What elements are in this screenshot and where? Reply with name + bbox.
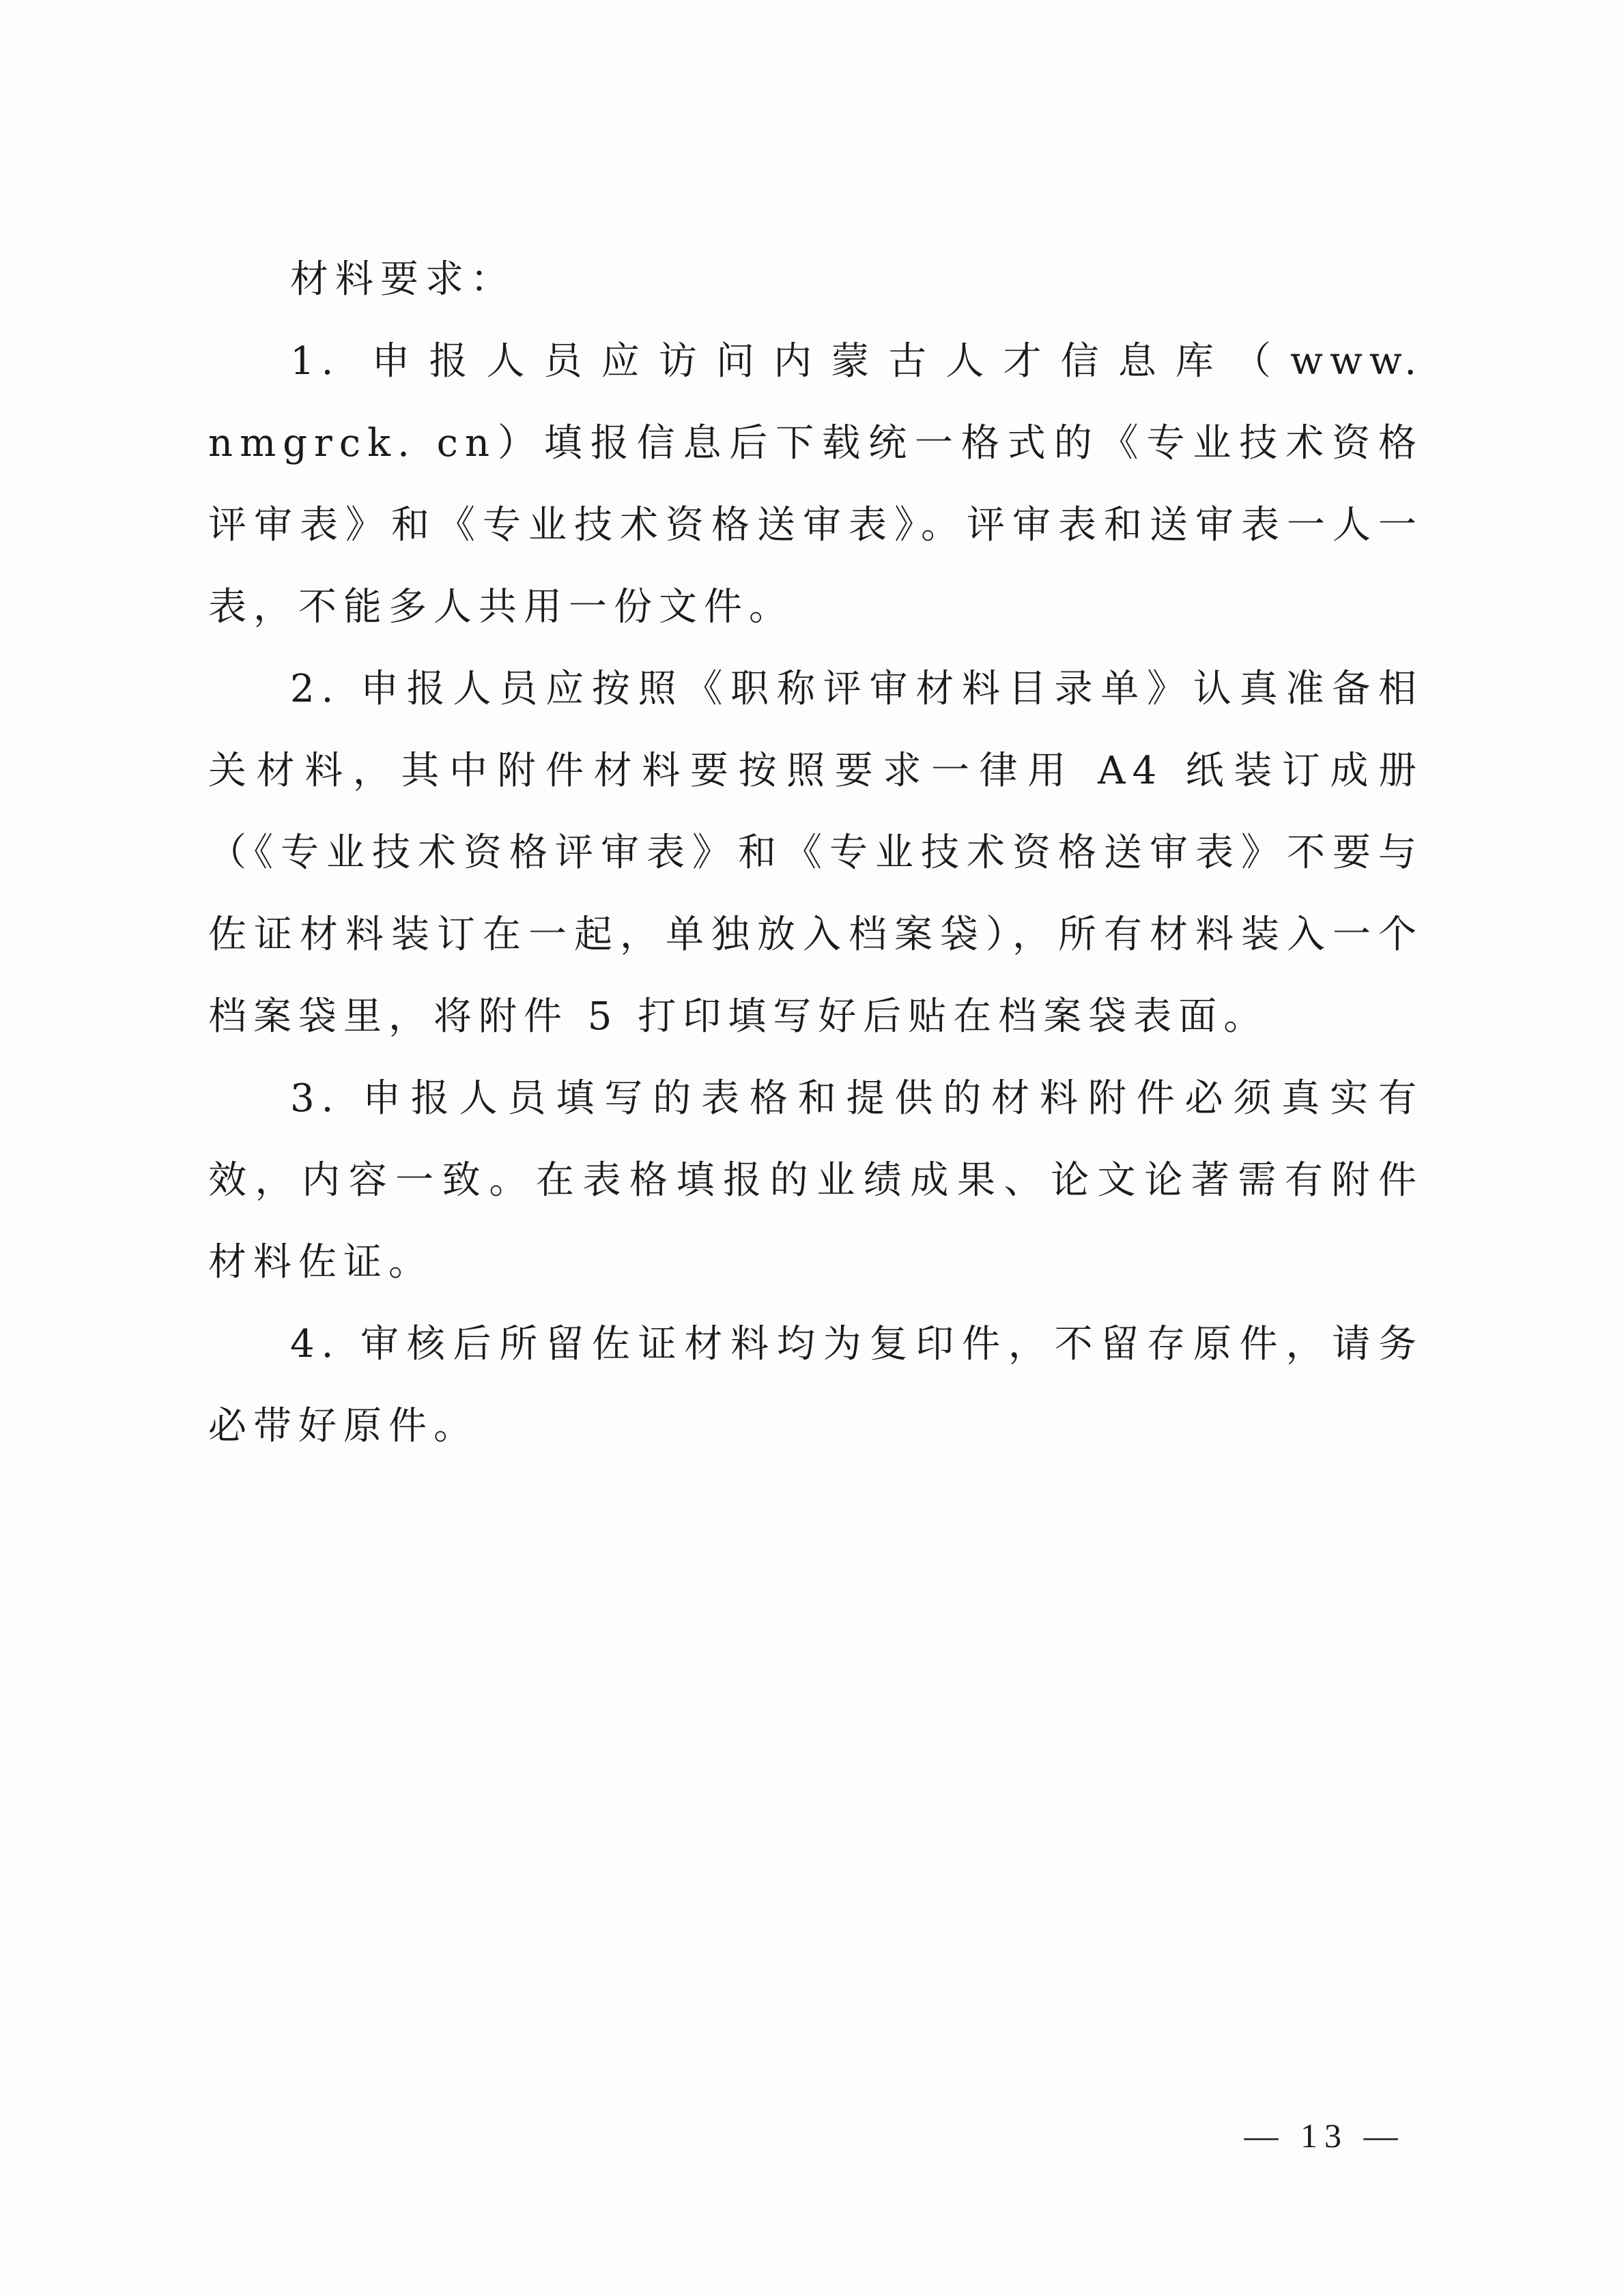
- requirement-paragraph-1: 1. 申报人员应访问内蒙古人才信息库（www. nmgrck. cn）填报信息后下载统一格式的《专业技术资格评审表》和《专业技术资格送审表》。评审表和送审表一人一表，不能多人共用一份文件。: [208, 339, 1423, 629]
- section-heading: 材料要求：: [290, 257, 515, 302]
- document-body: [208, 239, 1423, 1467]
- requirement-paragraph-3: 3. 申报人员填写的表格和提供的材料附件必须真实有效，内容一致。在表格填报的业绩成果、论文论著需有附件材料佐证。: [208, 1076, 1423, 1285]
- page-number: — 13 —: [1244, 2116, 1405, 2155]
- requirement-paragraph-2: 2. 申报人员应按照《职称评审材料目录单》认真准备相关材料，其中附件材料要按照要求一律用 A4 纸装订成册（《专业技术资格评审表》和《专业技术资格送审表》不要与佐证材料装订在一起，单独放入档案袋），所有材料装入一个档案袋里，将附件 5 打印填写好后贴在档案袋表面。: [208, 667, 1423, 1039]
- requirement-paragraph-4: 4. 审核后所留佐证材料均为复印件，不留存原件，请务必带好原件。: [208, 1322, 1423, 1448]
